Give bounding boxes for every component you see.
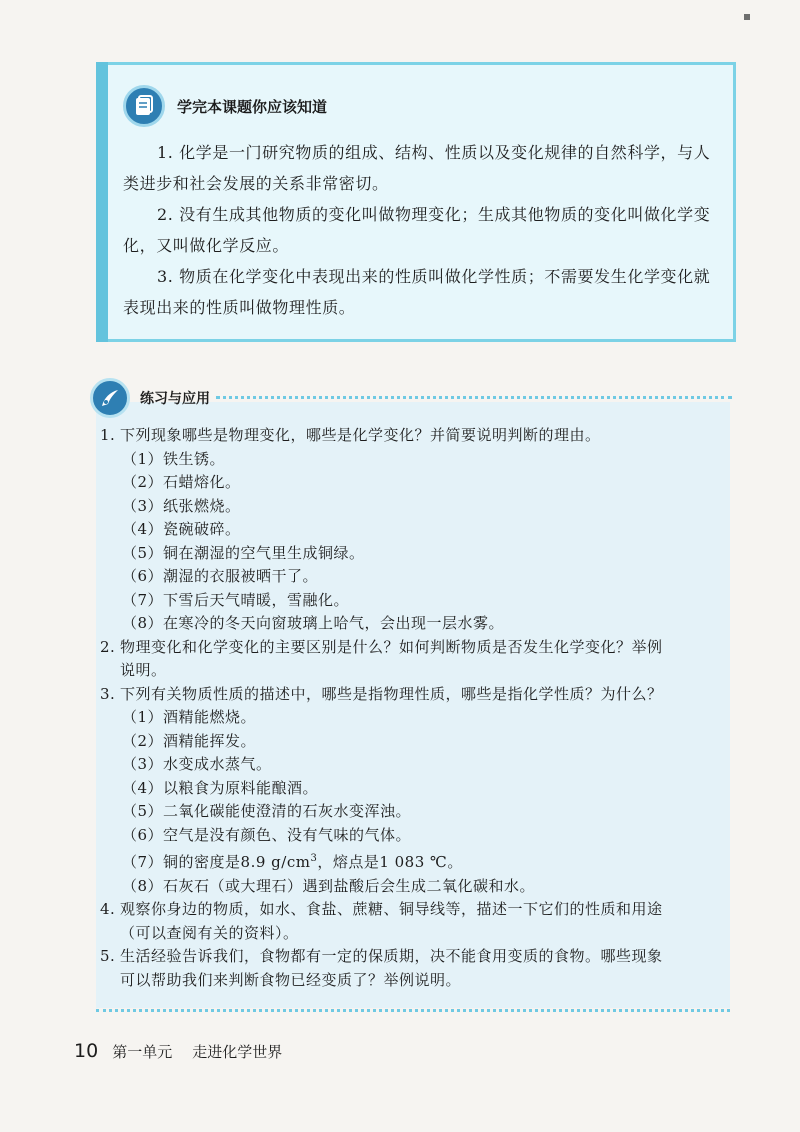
sub-item: （6）空气是没有颜色、没有气味的气体。 [122,825,412,844]
summary-box [96,62,736,342]
summary-item: 2. 没有生成其他物质的变化叫做物理变化；生成其他物质的变化叫做化学变化，又叫做化学反应。 [123,205,711,255]
question-text: 下列有关物质性质的描述中，哪些是指物理性质，哪些是指化学性质？为什么？ [120,684,663,703]
question-number: 3. [100,684,116,703]
header-dotted-line [216,396,732,399]
sub-item: （1）铁生锈。 [122,449,226,468]
question-4 [100,898,722,945]
summary-item: 3. 物质在化学变化中表现出来的性质叫做化学性质；不需要发生化学变化就表现出来的性质叫做物理性质。 [123,267,711,317]
unit-label: 第一单元 [112,1043,173,1061]
page-footer [74,1040,282,1062]
question-text-continued: 说明。 [120,661,167,679]
density-exponent: 3 [310,853,318,864]
question-text: 观察你身边的物质，如水、食盐、蔗糖、铜导线等，描述一下它们的性质和用途 [120,900,663,918]
sub-item: （8）在寒冷的冬天向窗玻璃上哈气，会出现一层水雾。 [122,614,505,632]
chapter-title: 走进化学世界 [192,1043,283,1061]
question-number: 1. [100,426,116,444]
question-text: 物理变化和化学变化的主要区别是什么？如何判断物质是否发生化学变化？举例 [120,637,663,656]
summary-title: 学完本课题你应该知道 [177,97,328,116]
question-text: 下列现象哪些是物理变化，哪些是化学变化？并简要说明判断的理由。 [120,426,601,444]
question-text: 生活经验告诉我们，食物都有一定的保质期，决不能食用变质的食物。哪些现象 [120,947,663,965]
sub-item: （6）潮湿的衣服被晒干了。 [122,567,319,585]
summary-header [123,85,327,127]
density-text: （7）铜的密度是8.9 g/cm [122,853,311,871]
summary-item: 1. 化学是一门研究物质的组成、结构、性质以及变化规律的自然科学，与人类进步和社会发展的关系非常密切。 [123,143,711,193]
exercise-title: 练习与应用 [140,391,210,407]
question-3 [100,683,722,707]
sub-item: （1）酒精能燃烧。 [122,708,257,726]
corner-mark [744,14,750,20]
sub-item: （5）二氧化碳能使澄清的石灰水变浑浊。 [122,802,412,820]
question-number: 2. [100,637,116,656]
sub-item: （2）石蜡熔化。 [122,473,241,491]
question-5 [100,945,722,992]
sub-item: （7）下雪后天气晴暖，雪融化。 [122,590,350,609]
summary-book-icon [123,85,165,127]
question-text-continued: 可以帮助我们来判断食物已经变质了？举例说明。 [120,970,462,989]
sub-item: （2）酒精能挥发。 [122,731,257,750]
exercise-header [90,376,210,420]
summary-left-bar [96,62,108,342]
sub-item: （3）纸张燃烧。 [122,496,241,515]
sub-item: （3）水变成水蒸气。 [122,755,272,773]
sub-item-density [100,847,722,875]
question-1 [100,424,722,448]
sub-item: （4）瓷碗破碎。 [122,520,241,538]
footer-dotted-line [96,1009,730,1012]
summary-body [123,137,723,323]
exercise-pen-icon [90,378,130,418]
sub-item: （5）铜在潮湿的空气里生成铜绿。 [122,543,365,562]
question-number: 5. [100,947,116,965]
question-text-continued: （可以查阅有关的资料）。 [120,923,299,942]
question-number: 4. [100,900,116,918]
melting-point-text: ，熔点是1 083 ℃。 [317,853,463,871]
exercise-body [100,424,722,992]
page-number: 10 [74,1040,99,1062]
question-2 [100,636,722,683]
sub-item: （8）石灰石（或大理石）遇到盐酸后会生成二氧化碳和水。 [122,876,536,895]
sub-item: （4）以粮食为原料能酿酒。 [122,778,319,797]
